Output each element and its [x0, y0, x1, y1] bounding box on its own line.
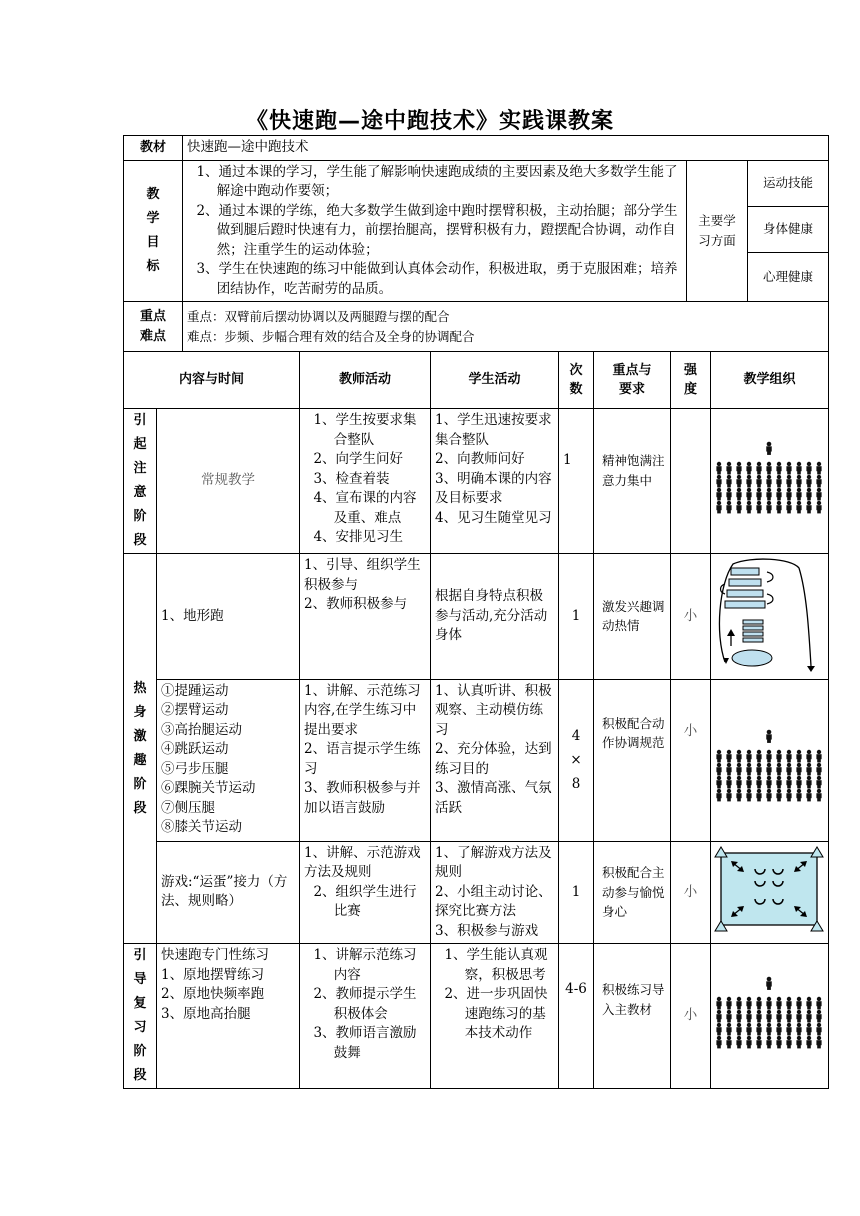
teacher-activity	[300, 841, 431, 944]
col-student: 学生活动	[431, 352, 559, 409]
student-figure	[766, 501, 771, 514]
student-item: 3、积极参与游戏	[435, 922, 539, 939]
student-figure	[736, 1036, 741, 1049]
student-figure	[766, 462, 771, 475]
student-figure	[746, 1023, 751, 1036]
intensity-value	[671, 409, 711, 554]
student-item: 1、了解游戏方法及规则	[435, 844, 552, 880]
student-figure	[746, 475, 751, 488]
goal-item: 2、通过本课的学练，绝大多数学生做到途中跑时摆臂积极，主动抬腿；部分学生做到腿后蹬时快速有力，前摆抬腿高，摆臂积极有力，蹬摆配合协调，动作自然；注重学生的运动体验；	[196, 202, 678, 258]
teacher-item: 3、教师语言激励鼓舞	[313, 1025, 417, 1061]
row-content	[157, 679, 300, 841]
teacher-activity	[300, 679, 431, 841]
learning-aspect: 心理健康	[748, 252, 829, 301]
student-figure	[766, 762, 771, 775]
student-figure	[816, 1010, 821, 1023]
student-figure	[766, 775, 771, 788]
student-figure	[746, 462, 751, 475]
student-figure	[716, 488, 721, 501]
teacher-activity	[300, 944, 431, 1089]
student-figure	[796, 775, 801, 788]
student-figure	[786, 462, 791, 475]
goals-list	[183, 160, 687, 302]
teacher-item: 1、讲解、示范练习内容,在学生练习中提出要求	[304, 682, 421, 738]
student-figure	[806, 1023, 811, 1036]
student-figure	[716, 475, 721, 488]
relay-game-diagram-icon	[711, 843, 827, 935]
student-figure	[746, 488, 751, 501]
learning-aspect: 运动技能	[748, 160, 829, 206]
student-figure	[736, 762, 741, 775]
exercise-item: ⑦侧压腿	[161, 799, 215, 816]
student-figure	[786, 501, 791, 514]
student-figure	[726, 501, 731, 514]
teacher-activity	[300, 554, 431, 680]
student-figure	[756, 775, 761, 788]
focus-value: 积极练习导入主教材	[594, 944, 671, 1089]
goals-label: 教学目标	[124, 160, 183, 302]
formation-diagram-icon	[711, 438, 827, 518]
teacher-item: 3、教师积极参与并加以语言鼓励	[304, 780, 421, 816]
student-figure	[796, 462, 801, 475]
student-figure	[796, 501, 801, 514]
student-figure	[746, 1036, 751, 1049]
student-figure	[776, 501, 781, 514]
student-figure	[816, 462, 821, 475]
key-points	[183, 302, 829, 352]
terrain-run-diagram	[711, 554, 829, 680]
row-content	[157, 944, 300, 1089]
student-figure	[796, 475, 801, 488]
student-figure	[726, 1023, 731, 1036]
student-figure	[786, 997, 791, 1010]
student-figure	[806, 475, 811, 488]
teacher-item: 1、讲解示范练习内容	[313, 947, 417, 983]
exercise-item: 2、原地快频率跑	[161, 986, 265, 1002]
student-figure	[756, 749, 761, 762]
student-figure	[786, 488, 791, 501]
teacher-item: 2、教师积极参与	[304, 596, 408, 612]
student-figure	[786, 1036, 791, 1049]
student-figure	[786, 788, 791, 801]
stage-label: 引导复习阶段	[124, 944, 157, 1089]
student-figure	[716, 462, 721, 475]
student-figure	[796, 488, 801, 501]
student-figure	[796, 749, 801, 762]
student-activity	[431, 409, 559, 554]
times-part: 8	[571, 776, 581, 792]
student-figure	[736, 1023, 741, 1036]
student-figure	[806, 1036, 811, 1049]
student-figure	[796, 1036, 801, 1049]
row-content: 常规教学	[157, 409, 300, 554]
student-figure	[816, 788, 821, 801]
stage-label: 热身激趣阶段	[124, 554, 157, 944]
student-figure	[776, 749, 781, 762]
student-figure	[806, 788, 811, 801]
stage-label: 引起注意阶段	[124, 409, 157, 554]
student-figure	[746, 997, 751, 1010]
student-figure	[716, 501, 721, 514]
student-figure	[806, 1010, 811, 1023]
student-item: 1、学生能认真观察，积极思考	[444, 947, 548, 983]
intensity-value: 小	[671, 944, 711, 1089]
student-figure	[716, 1023, 721, 1036]
goal-item: 3、学生在快速跑的练习中能做到认真体会动作，积极进取，勇于克服困难；培养团结协作，吃苦耐劳的品质。	[196, 261, 678, 297]
student-figure	[736, 997, 741, 1010]
student-figure	[716, 749, 721, 762]
times-value: 4-6	[559, 944, 594, 1089]
student-figure	[726, 997, 731, 1010]
student-figure	[786, 1023, 791, 1036]
student-figure	[716, 1036, 721, 1049]
times-part: 4	[571, 728, 581, 744]
student-activity	[431, 841, 559, 944]
exercise-item: ③高抬腿运动	[161, 721, 242, 738]
student-figure	[766, 788, 771, 801]
material-label: 教材	[124, 136, 183, 161]
student-figure	[816, 501, 821, 514]
exercise-item: ④跳跃运动	[161, 741, 229, 757]
student-figure	[726, 749, 731, 762]
student-figure	[776, 1023, 781, 1036]
student-figure	[756, 997, 761, 1010]
lesson-plan-table	[123, 351, 829, 1089]
row-content: 1、地形跑	[157, 554, 300, 680]
student-item: 2、小组主动讨论、探究比赛方法	[435, 883, 552, 919]
student-figure	[736, 488, 741, 501]
material-value: 快速跑—途中跑技术	[183, 136, 829, 161]
student-figure	[716, 1010, 721, 1023]
student-figure	[756, 1023, 761, 1036]
teacher-item: 1、引导、组织学生积极参与	[304, 557, 421, 593]
teacher-item: 2、语言提示学生练习	[304, 741, 421, 777]
student-figure	[786, 749, 791, 762]
student-figure	[756, 762, 761, 775]
teacher-item: 2、组织学生进行比赛	[313, 883, 417, 919]
times-value: 1	[559, 554, 594, 680]
key-label: 重点难点	[124, 302, 183, 352]
student-item: 4、见习生随堂见习	[435, 509, 552, 526]
student-figure	[766, 488, 771, 501]
student-figure	[716, 775, 721, 788]
teacher-item: 1、讲解、示范游戏方法及规则	[304, 844, 421, 880]
focus-value: 激发兴趣调动热情	[594, 554, 671, 680]
student-figure	[796, 762, 801, 775]
student-figure	[756, 501, 761, 514]
goal-item: 1、通过本课的学习，学生能了解影响快速跑成绩的主要因素及绝大多数学生能了解途中跑动作要领；	[196, 163, 678, 199]
student-figure	[756, 788, 761, 801]
student-figure	[766, 997, 771, 1010]
student-figure	[756, 475, 761, 488]
student-figure	[796, 1023, 801, 1036]
learning-label: 主要学习方面	[687, 160, 748, 302]
student-figure	[766, 1010, 771, 1023]
teacher-item: 3、检查着装	[313, 470, 390, 487]
difficulty-point: 难点：步频、步幅合理有效的结合及全身的协调配合	[187, 328, 475, 344]
student-figure	[776, 1036, 781, 1049]
student-figure	[736, 749, 741, 762]
times-value: 1	[559, 409, 594, 554]
col-org: 教学组织	[711, 352, 829, 409]
student-figure	[716, 762, 721, 775]
teacher-figure	[766, 441, 771, 454]
student-figure	[736, 475, 741, 488]
exercise-item: 快速跑专门性练习	[161, 947, 269, 963]
student-figure	[736, 788, 741, 801]
student-figure	[776, 475, 781, 488]
student-figure	[806, 462, 811, 475]
exercise-item: ②摆臂运动	[161, 702, 229, 718]
student-figure	[816, 749, 821, 762]
student-activity	[431, 679, 559, 841]
focus-value: 精神饱满注意力集中	[594, 409, 671, 554]
student-figure	[746, 501, 751, 514]
teacher-activity	[300, 409, 431, 554]
formation-diagram-icon	[711, 726, 827, 806]
exercise-item: ⑥踝腕关节运动	[161, 780, 256, 796]
student-item: 1、学生迅速按要求集合整队	[435, 412, 552, 448]
formation-diagram	[711, 409, 829, 554]
student-figure	[726, 1010, 731, 1023]
student-figure	[806, 762, 811, 775]
student-figure	[786, 762, 791, 775]
student-figure	[746, 762, 751, 775]
student-figure	[806, 997, 811, 1010]
times-value	[559, 679, 594, 841]
student-figure	[726, 462, 731, 475]
focus-value: 积极配合主动参与愉悦身心	[594, 841, 671, 944]
intensity-value: 小	[671, 679, 711, 841]
relay-game-diagram	[711, 841, 829, 944]
student-figure	[756, 1010, 761, 1023]
student-figure	[736, 1010, 741, 1023]
student-figure	[816, 997, 821, 1010]
student-figure	[726, 488, 731, 501]
student-figure	[796, 788, 801, 801]
student-figure	[736, 775, 741, 788]
teacher-figure	[766, 729, 771, 742]
student-figure	[716, 997, 721, 1010]
col-intensity: 强度	[671, 352, 711, 409]
row-content: 游戏:“运蛋”接力（方法、规则略）	[157, 841, 300, 944]
exercise-item: 3、原地高抬腿	[161, 1005, 251, 1022]
intensity-value: 小	[671, 841, 711, 944]
exercise-item: ⑧膝关节运动	[161, 819, 242, 835]
student-figure	[806, 749, 811, 762]
student-item: 3、明确本课的内容及目标要求	[435, 470, 552, 506]
student-figure	[786, 475, 791, 488]
student-figure	[816, 762, 821, 775]
focus-value: 积极配合动作协调规范	[594, 679, 671, 841]
student-figure	[746, 1010, 751, 1023]
student-figure	[736, 501, 741, 514]
student-figure	[766, 1036, 771, 1049]
student-figure	[756, 462, 761, 475]
student-figure	[776, 1010, 781, 1023]
teacher-item: 2、教师提示学生积极体会	[313, 986, 417, 1022]
formation-diagram-icon	[711, 973, 827, 1053]
student-figure	[776, 488, 781, 501]
student-figure	[796, 997, 801, 1010]
student-figure	[806, 488, 811, 501]
student-figure	[716, 788, 721, 801]
formation-diagram	[711, 944, 829, 1089]
student-figure	[756, 488, 761, 501]
student-figure	[746, 749, 751, 762]
student-figure	[776, 775, 781, 788]
student-figure	[726, 1036, 731, 1049]
student-figure	[776, 788, 781, 801]
col-content: 内容与时间	[124, 352, 300, 409]
student-figure	[816, 775, 821, 788]
student-figure	[746, 775, 751, 788]
student-activity	[431, 944, 559, 1089]
student-activity: 根据自身特点积极参与活动,充分活动身体	[431, 554, 559, 680]
student-figure	[776, 997, 781, 1010]
student-figure	[806, 775, 811, 788]
student-figure	[806, 501, 811, 514]
col-focus: 重点与要求	[594, 352, 671, 409]
student-figure	[786, 775, 791, 788]
intensity-value: 小	[671, 554, 711, 680]
teacher-item: 4、安排见习生	[313, 529, 404, 545]
student-figure	[726, 788, 731, 801]
teacher-item: 1、学生按要求集合整队	[313, 412, 417, 448]
student-item: 2、进一步巩固快速跑练习的基本技术动作	[444, 986, 548, 1041]
student-item: 1、认真听讲、积极观察、主动模仿练习	[435, 682, 552, 738]
exercise-item: 1、原地摆臂练习	[161, 966, 265, 983]
student-figure	[776, 762, 781, 775]
student-figure	[766, 1023, 771, 1036]
student-figure	[756, 1036, 761, 1049]
teacher-item: 4、宣布课的内容及重、难点	[313, 490, 417, 526]
col-times: 次数	[559, 352, 594, 409]
key-point: 重点：双臂前后摆动协调以及两腿蹬与摆的配合	[187, 309, 450, 324]
exercise-item: ⑤弓步压腿	[161, 760, 229, 777]
formation-diagram	[711, 679, 829, 841]
student-item: 2、向教师问好	[435, 451, 525, 467]
teacher-figure	[766, 976, 771, 989]
learning-aspect: 身体健康	[748, 206, 829, 252]
student-figure	[816, 1023, 821, 1036]
student-figure	[736, 462, 741, 475]
student-item: 3、激情高涨、气氛活跃	[435, 780, 552, 816]
col-teacher: 教师活动	[300, 352, 431, 409]
times-part: ×	[570, 752, 582, 768]
student-figure	[726, 762, 731, 775]
student-figure	[766, 749, 771, 762]
student-figure	[816, 488, 821, 501]
student-item: 2、充分体验，达到练习目的	[435, 741, 552, 777]
student-figure	[766, 475, 771, 488]
page-title: 《快速跑—途中跑技术》实践课教案	[245, 109, 614, 134]
times-value: 1	[559, 841, 594, 944]
terrain-run-diagram-icon	[711, 554, 827, 672]
lesson-info-table	[123, 135, 829, 352]
student-figure	[726, 475, 731, 488]
student-figure	[816, 1036, 821, 1049]
student-figure	[776, 462, 781, 475]
exercise-item: ①提踵运动	[161, 682, 229, 699]
student-figure	[796, 1010, 801, 1023]
student-figure	[786, 1010, 791, 1023]
student-figure	[746, 788, 751, 801]
student-figure	[726, 775, 731, 788]
teacher-item: 2、向学生问好	[313, 451, 404, 467]
student-figure	[816, 475, 821, 488]
